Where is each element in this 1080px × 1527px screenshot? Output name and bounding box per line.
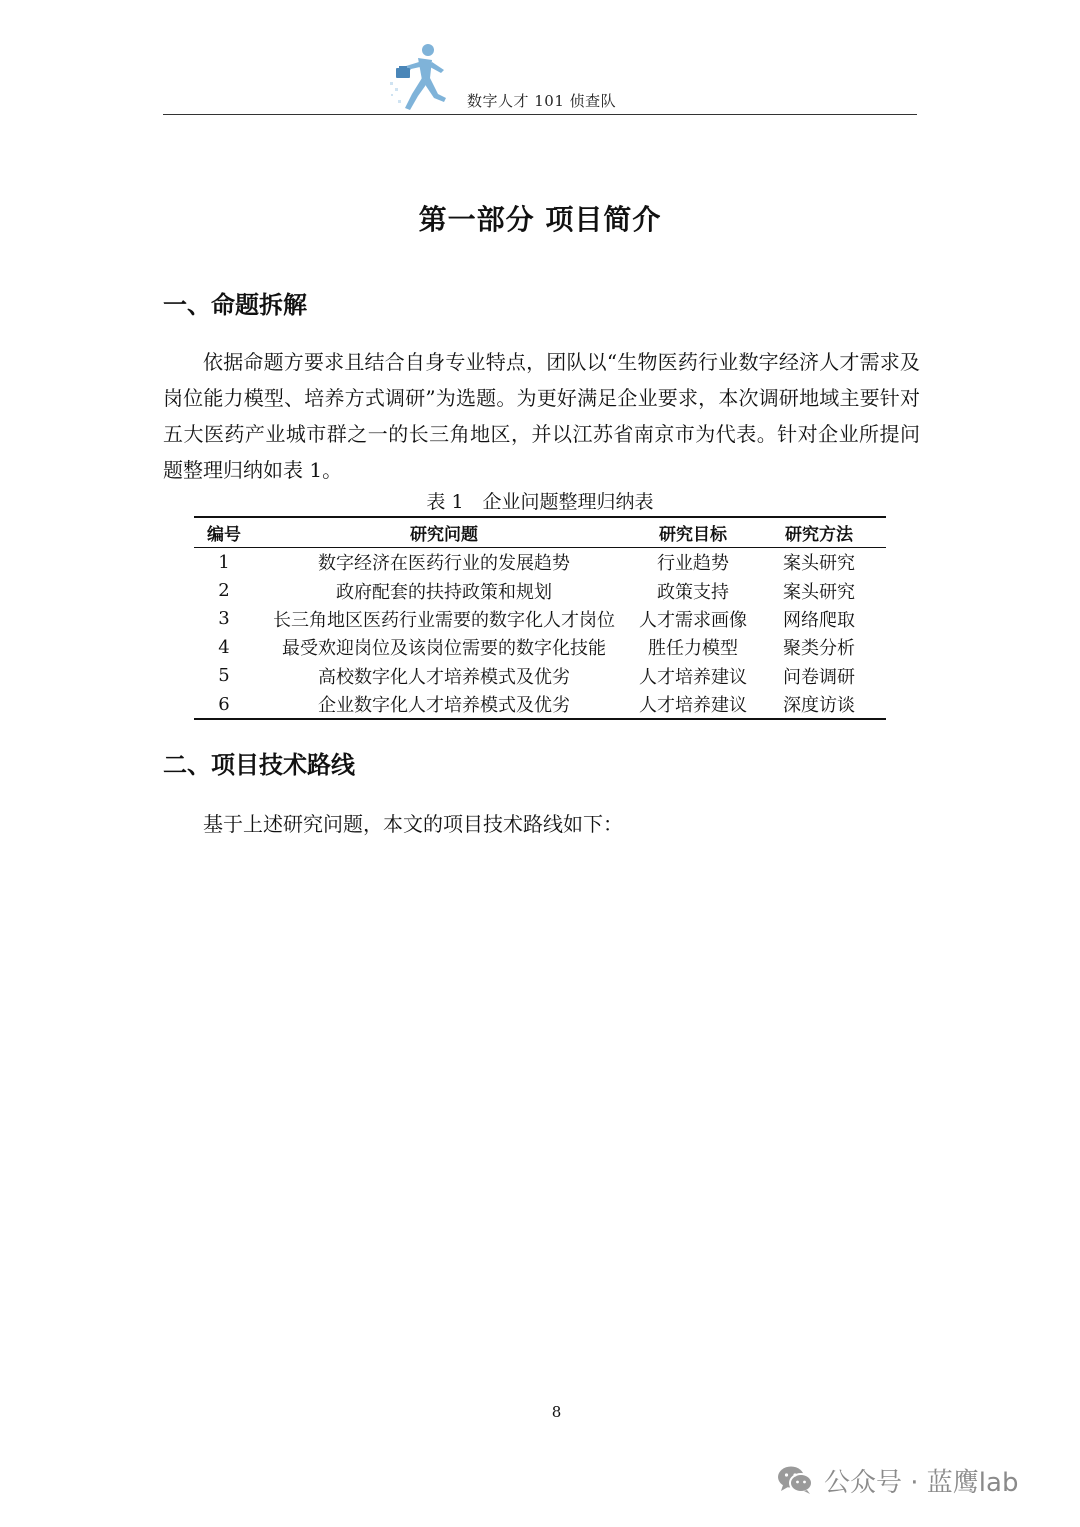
running-figure-logo-icon (388, 42, 450, 114)
cell-method: 聚类分析 (783, 638, 855, 660)
column-header-id: 编号 (194, 517, 254, 548)
cell-id: 3 (218, 608, 230, 630)
table-row (194, 576, 886, 604)
section-heading-1: 一、命题拆解 (163, 291, 307, 319)
table-row (194, 662, 886, 690)
cell-id: 2 (218, 580, 230, 602)
cell-id: 4 (218, 636, 230, 658)
wechat-icon (776, 1465, 814, 1495)
cell-goal: 人才培养建议 (639, 666, 747, 688)
cell-method: 深度访谈 (783, 695, 855, 717)
watermark (776, 1460, 1018, 1500)
table-row (194, 548, 886, 577)
cell-question: 企业数字化人才培养模式及优劣 (318, 695, 570, 717)
cell-question: 数字经济在医药行业的发展趋势 (318, 553, 570, 575)
table-caption: 表 1 企业问题整理归纳表 (426, 491, 654, 513)
column-header-question: 研究问题 (254, 517, 634, 548)
cell-goal: 胜任力模型 (648, 638, 738, 660)
cell-question: 长三角地区医药行业需要的数字化人才岗位 (273, 609, 615, 631)
table-header-row (194, 517, 886, 548)
cell-id: 6 (218, 693, 230, 715)
header-divider (163, 114, 917, 115)
table-row (194, 605, 886, 633)
cell-goal: 政策支持 (657, 581, 729, 603)
cell-question: 政府配套的扶持政策和规划 (336, 581, 552, 603)
cell-id: 1 (218, 551, 230, 573)
table-row (194, 690, 886, 719)
cell-method: 网络爬取 (783, 609, 855, 631)
column-header-method: 研究方法 (752, 517, 886, 548)
cell-question: 最受欢迎岗位及该岗位需要的数字化技能 (282, 638, 606, 660)
cell-goal: 人才需求画像 (639, 609, 747, 631)
cell-method: 案头研究 (783, 553, 855, 575)
section-heading-2: 二、项目技术路线 (163, 751, 355, 779)
section-1-paragraph: 依据命题方要求且结合自身专业特点，团队以“生物医药行业数字经济人才需求及岗位能力模型、培养方式调研”为选题。为更好满足企业要求，本次调研地域主要针对五大医药产业城市群之一的长三角地区，并以江苏省南京市为代表。针对企业所提问题整理归纳如表 1。 (163, 350, 920, 482)
section-2-paragraph: 基于上述研究问题，本文的项目技术路线如下： (203, 812, 623, 836)
page-title: 第一部分 项目简介 (418, 203, 662, 236)
cell-goal: 人才培养建议 (639, 695, 747, 717)
header-team-name: 数字人才 101 侦查队 (467, 92, 617, 110)
column-header-goal: 研究目标 (634, 517, 752, 548)
research-questions-table (194, 516, 886, 720)
watermark-text: 公众号 · 蓝鹰lab (824, 1467, 1019, 1498)
cell-goal: 行业趋势 (657, 553, 729, 575)
page-number: 8 (551, 1403, 562, 1421)
table-row (194, 633, 886, 661)
cell-method: 案头研究 (783, 581, 855, 603)
cell-question: 高校数字化人才培养模式及优劣 (318, 666, 570, 688)
cell-id: 5 (218, 665, 230, 687)
cell-method: 问卷调研 (783, 666, 855, 688)
